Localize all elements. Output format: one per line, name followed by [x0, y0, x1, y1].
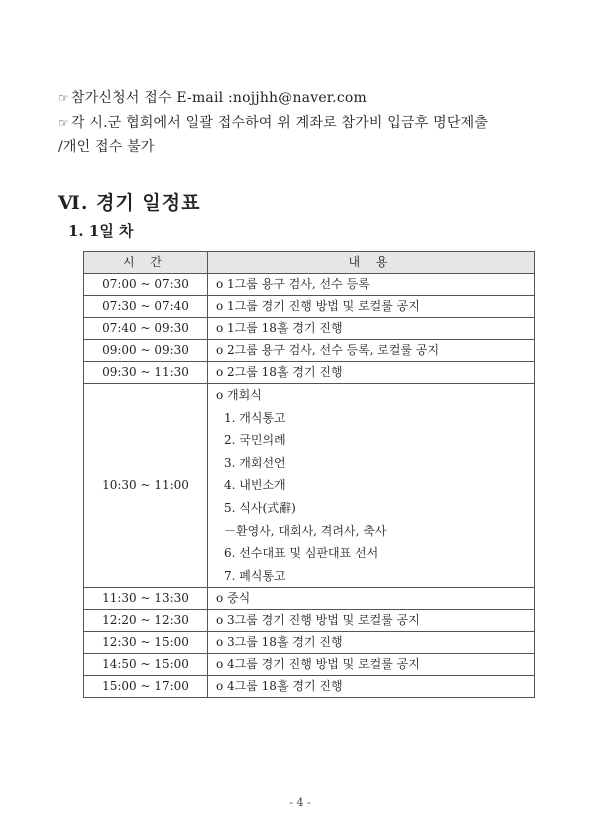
row-time: 12:30 ~ 15:00	[84, 632, 208, 654]
ceremony-line: 3. 개회선언	[224, 455, 286, 470]
table-row	[84, 676, 535, 698]
table-row	[84, 610, 535, 632]
ceremony-program	[208, 384, 535, 588]
section-title: Ⅵ. 경기 일정표	[58, 192, 201, 214]
schedule-table	[83, 251, 535, 698]
header-time: 시 간	[84, 252, 208, 274]
ceremony-time: 10:30 ~ 11:00	[84, 384, 208, 588]
row-time: 14:50 ~ 15:00	[84, 654, 208, 676]
notice-individual: /개인 접수 불가	[58, 139, 155, 155]
row-content: o 3그룹 18홀 경기 진행	[208, 632, 535, 654]
row-content: o 4그룹 경기 진행 방법 및 로컬룰 공지	[208, 654, 535, 676]
ceremony-line: 7. 폐식통고	[224, 568, 286, 583]
table-row	[84, 318, 535, 340]
row-content: o 3그룹 경기 진행 방법 및 로컬룰 공지	[208, 610, 535, 632]
row-time: 07:40 ~ 09:30	[84, 318, 208, 340]
table-row	[84, 588, 535, 610]
row-time: 07:30 ~ 07:40	[84, 296, 208, 318]
row-content: o 1그룹 경기 진행 방법 및 로컬룰 공지	[208, 296, 535, 318]
row-time: 12:20 ~ 12:30	[84, 610, 208, 632]
row-content: o 중식	[208, 588, 535, 610]
row-content: o 4그룹 18홀 경기 진행	[208, 676, 535, 698]
row-content: o 1그룹 18홀 경기 진행	[208, 318, 535, 340]
ceremony-line: 6. 선수대표 및 심판대표 선서	[224, 546, 379, 561]
table-row	[84, 632, 535, 654]
table-row	[84, 296, 535, 318]
pointing-hand-icon: ☞	[58, 91, 69, 105]
table-header-row	[84, 252, 535, 274]
pointing-hand-icon: ☞	[58, 116, 69, 130]
row-time: 07:00 ~ 07:30	[84, 274, 208, 296]
notice-email-text: 참가신청서 접수 E-mail :nojjhh@naver.com	[70, 90, 367, 106]
row-content: o 2그룹 용구 검사, 선수 등록, 로컬룰 공지	[208, 340, 535, 362]
notice-email	[58, 87, 367, 107]
row-content: o 1그룹 용구 검사, 선수 등록	[208, 274, 535, 296]
ceremony-line: 4. 내빈소개	[224, 478, 286, 493]
table-row	[84, 340, 535, 362]
row-time: 09:00 ~ 09:30	[84, 340, 208, 362]
ceremony-line: 5. 식사(式辭)	[224, 500, 296, 515]
ceremony-line: －환영사, 대회사, 격려사, 축사	[224, 523, 387, 538]
row-time: 15:00 ~ 17:00	[84, 676, 208, 698]
row-content: o 2그룹 18홀 경기 진행	[208, 362, 535, 384]
row-time: 11:30 ~ 13:30	[84, 588, 208, 610]
day-subtitle: 1. 1일 차	[68, 222, 134, 240]
notice-association	[58, 112, 488, 132]
ceremony-line: 1. 개식통고	[224, 410, 286, 425]
ceremony-line: o 개회식	[216, 388, 262, 402]
row-time: 09:30 ~ 11:30	[84, 362, 208, 384]
ceremony-line: 2. 국민의례	[224, 433, 286, 448]
ceremony-row	[84, 384, 535, 588]
schedule-body	[84, 274, 535, 698]
page-number: - 4 -	[289, 796, 311, 809]
table-row	[84, 362, 535, 384]
table-row	[84, 654, 535, 676]
header-content: 내 용	[208, 252, 535, 274]
notice-association-text: 각 시.군 협회에서 일괄 접수하여 위 계좌로 참가비 입금후 명단제출	[70, 115, 489, 131]
table-row	[84, 274, 535, 296]
